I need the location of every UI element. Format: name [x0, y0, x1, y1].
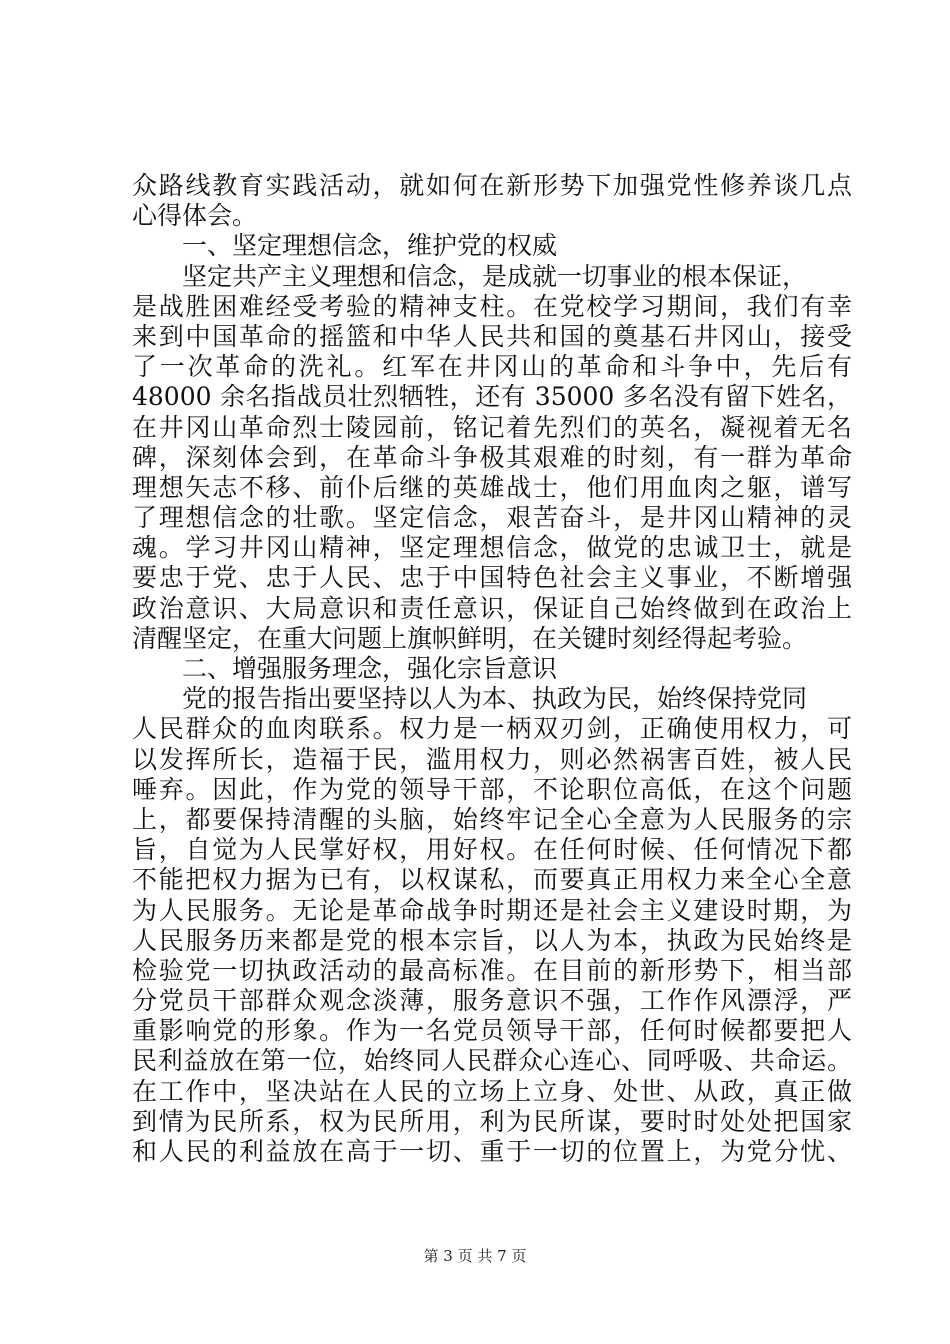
text-line: 人民服务历来都是党的根本宗旨，以人为本，执政为民始终是 — [132, 925, 852, 955]
text-line: 清醒坚定，在重大问题上旗帜鲜明，在关键时刻经得起考验。 — [132, 623, 808, 653]
text-line: 坚定共产主义理想和信念，是成就一切事业的根本保证， — [182, 261, 808, 291]
text-line: 党的报告指出要坚持以人为本、执政为民，始终保持党同 — [182, 684, 808, 714]
text-line: 众路线教育实践活动，就如何在新形势下加强党性修养谈几点 — [132, 171, 852, 200]
text-line: 心得体会。 — [132, 201, 258, 231]
text-line: 重影响党的形象。作为一名党员领导干部，任何时候都要把人 — [132, 1016, 852, 1046]
text-line: 唾弃。因此，作为党的领导干部，不论职位高低，在这个问题 — [132, 774, 852, 804]
page-footer — [0, 1245, 950, 1266]
text-line: 了理想信念的壮歌。坚定信念，艰苦奋斗，是井冈山精神的灵 — [132, 503, 852, 533]
text-line: 48000 余名指战员壮烈牺牲，还有 35000 多名没有留下姓名， — [132, 382, 852, 412]
text-line: 以发挥所长，造福于民，滥用权力，则必然祸害百姓，被人民 — [132, 744, 852, 774]
text-line: 旨，自觉为人民掌好权，用好权。在任何时候、任何情况下都 — [132, 835, 852, 865]
text-line: 检验党一切执政活动的最高标准。在目前的新形势下，相当部 — [132, 955, 852, 985]
text-line: 上，都要保持清醒的头脑，始终牢记全心全意为人民服务的宗 — [132, 804, 852, 834]
text-line: 民利益放在第一位，始终同人民群众心连心、同呼吸、共命运。 — [132, 1046, 852, 1076]
text-line: 了一次革命的洗礼。红军在井冈山的革命和斗争中，先后有 — [132, 352, 852, 382]
section-heading-2: 二、增强服务理念，强化宗旨意识 — [182, 654, 558, 683]
text-line: 和人民的利益放在高于一切、重于一切的位置上，为党分忧、 — [132, 1137, 852, 1166]
text-line: 来到中国革命的摇篮和中华人民共和国的奠基石井冈山，接受 — [132, 321, 852, 351]
text-line: 到情为民所系，权为民所用，利为民所谋，要时时处处把国家 — [132, 1106, 852, 1136]
text-line: 在井冈山革命烈士陵园前，铭记着先烈们的英名，凝视着无名 — [132, 412, 852, 442]
text-line: 魂。学习井冈山精神，坚定理想信念，做党的忠诚卫士，就是 — [132, 533, 852, 563]
text-line: 要忠于党、忠于人民、忠于中国特色社会主义事业，不断增强 — [132, 563, 852, 593]
text-line: 人民群众的血肉联系。权力是一柄双刃剑，正确使用权力，可 — [132, 714, 852, 744]
text-line: 不能把权力据为已有，以权谋私，而要真正用权力来全心全意 — [132, 865, 852, 895]
text-line: 分党员干部群众观念淡薄，服务意识不强，工作作风漂浮，严 — [132, 986, 852, 1016]
text-line: 理想矢志不移、前仆后继的英雄战士，他们用血肉之躯，谱写 — [132, 472, 852, 502]
section-heading-1: 一、坚定理想信念，维护党的权威 — [182, 231, 558, 261]
text-line: 是战胜困难经受考验的精神支柱。在党校学习期间，我们有幸 — [132, 291, 852, 321]
text-line: 碑，深刻体会到，在革命斗争极其艰难的时刻，有一群为革命 — [132, 442, 852, 472]
body-text — [132, 171, 852, 1167]
text-line: 政治意识、大局意识和责任意识，保证自己始终做到在政治上 — [132, 593, 852, 623]
text-line: 在工作中，坚决站在人民的立场上立身、处世、从政，真正做 — [132, 1076, 852, 1106]
page-number: 第 3 页 共 7 页 — [423, 1247, 527, 1265]
text-line: 为人民服务。无论是革命战争时期还是社会主义建设时期，为 — [132, 895, 852, 925]
